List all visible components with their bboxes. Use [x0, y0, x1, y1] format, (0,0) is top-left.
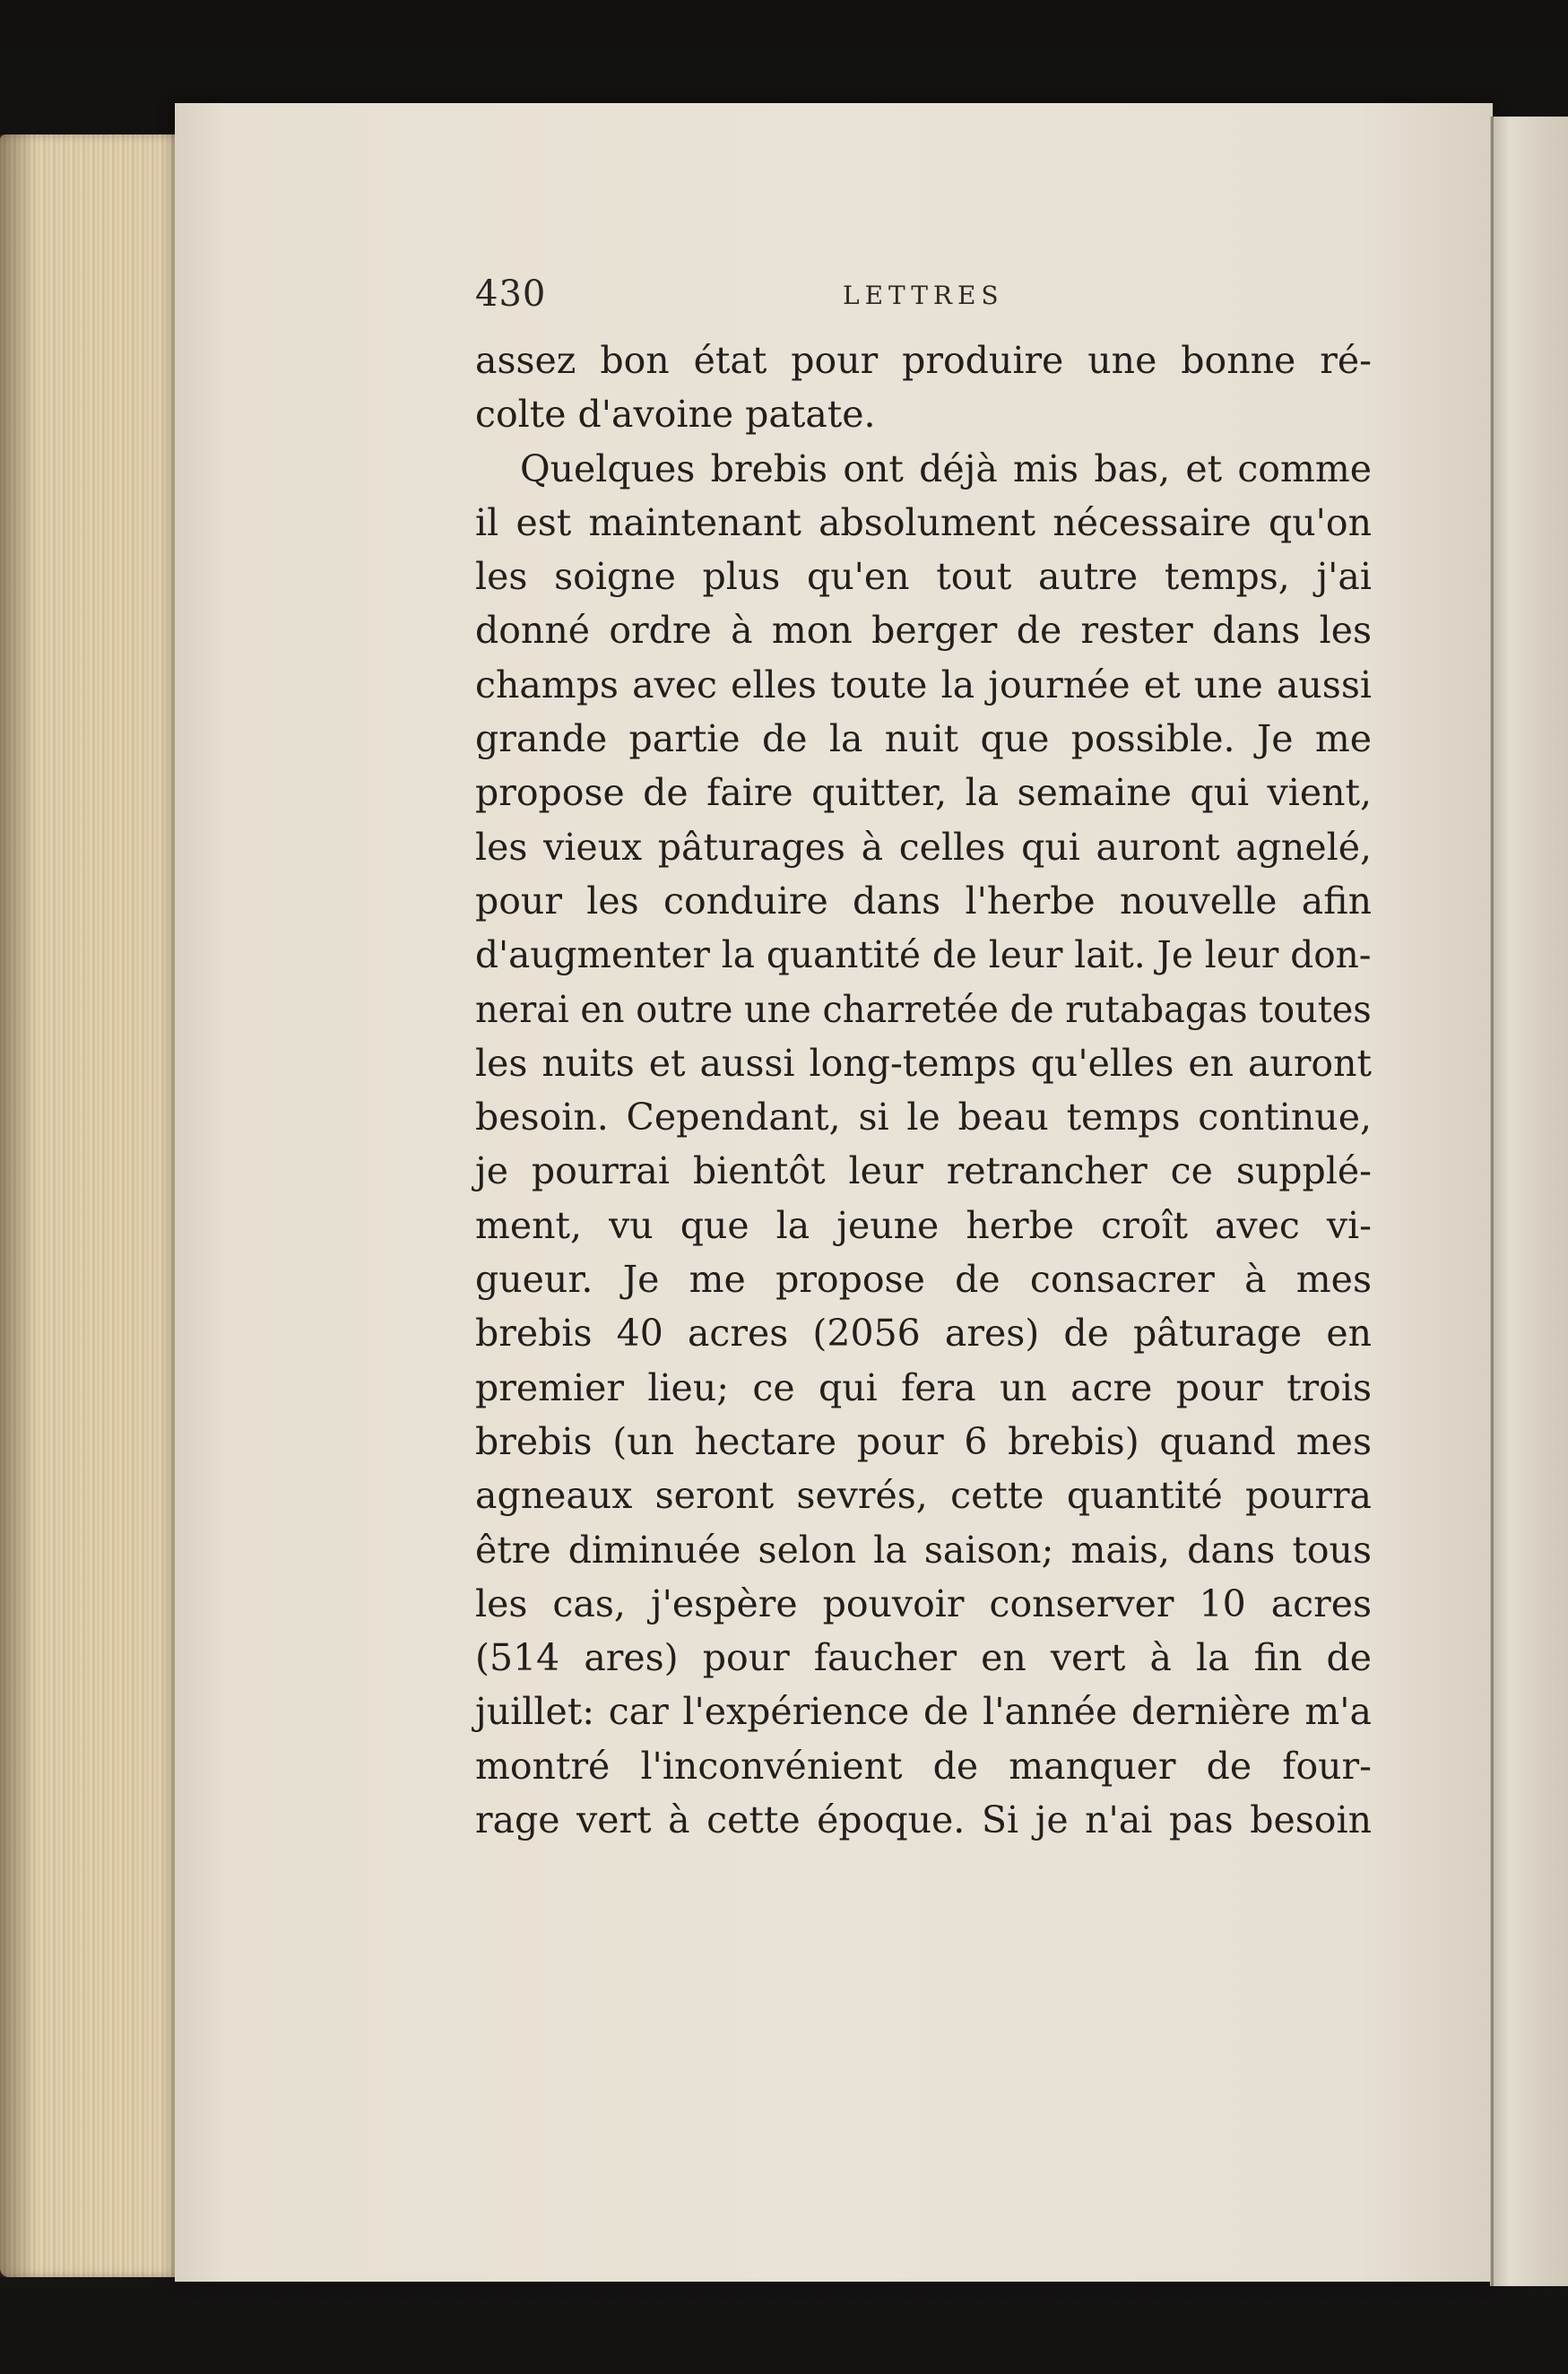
text-line: premier lieu; ce qui fera un acre pour trois: [475, 1365, 1372, 1409]
body-text: [475, 334, 1372, 1847]
text-line: (514 ares) pour faucher en vert à la fin de: [475, 1636, 1372, 1680]
text-line: brebis (un hectare pour 6 brebis) quand mes: [475, 1419, 1372, 1463]
text-line: gueur. Je me propose de consacrer à mes: [475, 1258, 1372, 1302]
page-edges-shadow: [0, 134, 36, 2277]
text-line: les cas, j'espère pouvoir conserver 10 acres: [475, 1581, 1372, 1625]
text-line: champs avec elles toute la journée et une aussi: [475, 663, 1372, 706]
text-line: ment, vu que la jeune herbe croît avec vi-: [475, 1203, 1372, 1247]
text-line: agneaux seront sevrés, cette quantité pourra: [475, 1474, 1372, 1518]
running-head-title: LETTRES: [843, 281, 1004, 310]
running-head: [475, 273, 1461, 318]
page-gutter: [1491, 117, 1494, 2286]
text-line: les nuits et aussi long-temps qu'elles en auront: [475, 1041, 1372, 1085]
text-line: je pourrai bientôt leur retrancher ce supplé-: [475, 1149, 1372, 1193]
text-line: juillet: car l'expérience de l'année dernière m'a: [475, 1690, 1372, 1734]
text-line: montré l'inconvénient de manquer de four-: [475, 1744, 1372, 1788]
text-line: brebis 40 acres (2056 ares) de pâturage en: [475, 1312, 1372, 1356]
text-line: Quelques brebis ont déjà mis bas, et comme: [520, 446, 1372, 490]
page-number: 430: [475, 273, 547, 315]
facing-page-edge: [1490, 117, 1568, 2286]
text-line: être diminuée selon la saison; mais, dans tous: [475, 1528, 1372, 1572]
text-line: grande partie de la nuit que possible. Je me: [475, 717, 1372, 761]
text-line: nerai en outre une charretée de rutabagas toutes: [475, 987, 1372, 1031]
text-line: donné ordre à mon berger de rester dans les: [475, 609, 1372, 653]
text-line: rage vert à cette époque. Si je n'ai pas besoin: [475, 1798, 1372, 1842]
text-line: assez bon état pour produire une bonne ré-: [475, 339, 1372, 382]
text-line: il est maintenant absolument nécessaire qu'on: [475, 500, 1372, 544]
text-line: propose de faire quitter, la semaine qui vient,: [475, 771, 1372, 815]
text-line: colte d'avoine patate.: [475, 393, 876, 437]
text-line: d'augmenter la quantité de leur lait. Je leur don-: [475, 933, 1372, 977]
text-line: besoin. Cependant, si le beau temps continue,: [475, 1096, 1372, 1139]
text-line: les soigne plus qu'en tout autre temps, j'ai: [475, 555, 1372, 599]
text-line: les vieux pâturages à celles qui auront agnelé,: [475, 825, 1372, 869]
text-line: pour les conduire dans l'herbe nouvelle afin: [475, 879, 1372, 923]
